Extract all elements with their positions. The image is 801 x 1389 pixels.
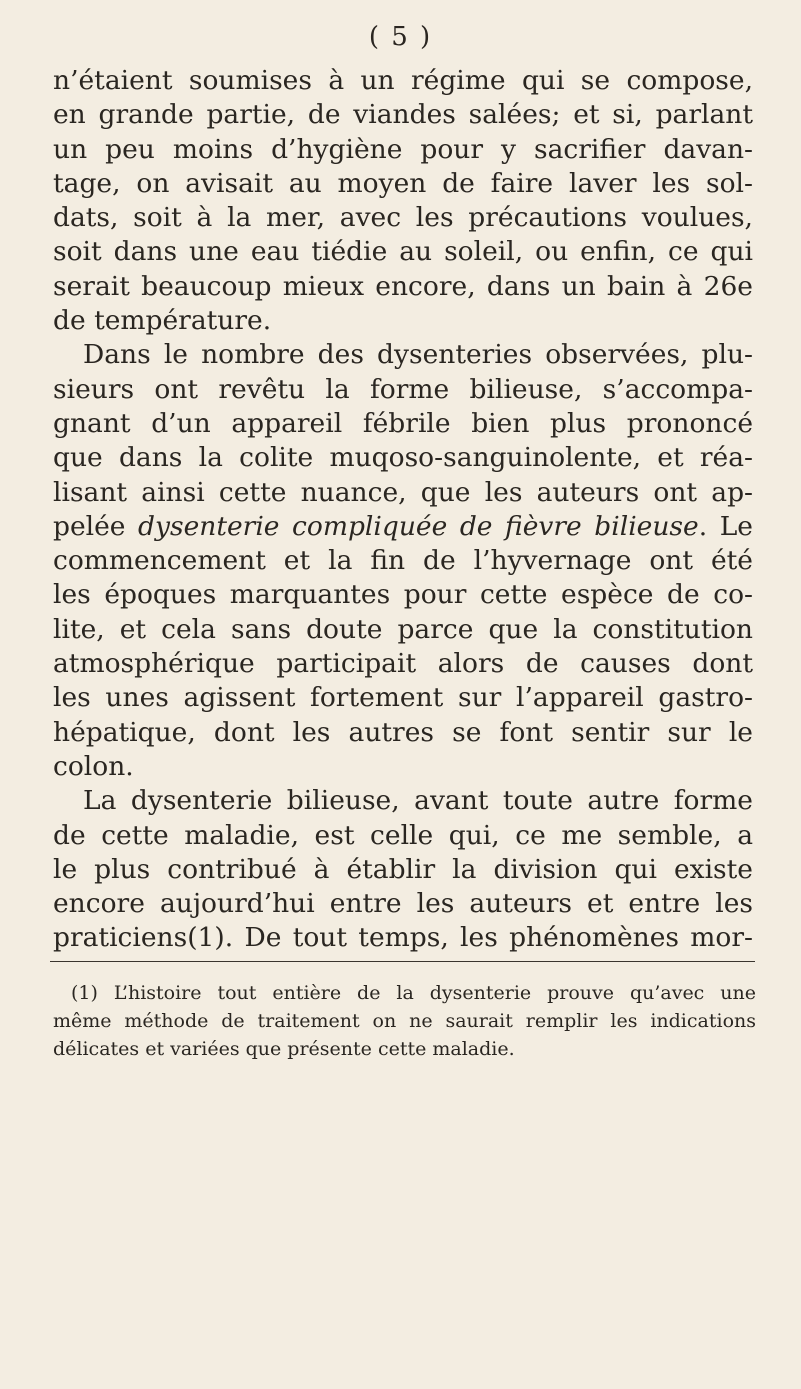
text-line: serait beaucoup mieux encore, dans un bain à 26e [53, 270, 753, 302]
text-segment: . Le [698, 510, 753, 542]
text-line: que dans la colite muqoso-sanguinolente, et réa- [53, 442, 753, 474]
footnote-line: délicates et variées que présente cette maladie. [53, 1038, 515, 1060]
footnote-divider [50, 961, 755, 962]
paragraph-3 [53, 784, 753, 955]
footnote [53, 979, 756, 1063]
text-line: sieurs ont revêtu la forme bilieuse, s’accompa- [53, 373, 753, 405]
text-line: lite, et cela sans doute parce que la constitution [53, 613, 753, 645]
text-line-with-italic [53, 510, 753, 544]
text-line: de cette maladie, est celle qui, ce me semble, a [53, 819, 753, 851]
text-line: les époques marquantes pour cette espèce de co- [53, 579, 753, 611]
footnote-line: (1) L’histoire tout entière de la dysenterie prouve qu’avec une [71, 982, 756, 1004]
text-line: lisant ainsi cette nuance, que les auteurs ont ap- [53, 476, 753, 508]
paragraph-2 [53, 338, 753, 784]
text-line: en grande partie, de viandes salées; et si, parlant [53, 99, 753, 131]
text-line: dats, soit à la mer, avec les précautions voulues, [53, 202, 753, 234]
text-line: tage, on avisait au moyen de faire laver les sol- [53, 167, 753, 199]
text-line: gnant d’un appareil fébrile bien plus prononcé [53, 407, 753, 439]
text-line: commencement et la fin de l’hyvernage ont été [53, 545, 753, 577]
text-line: hépatique, dont les autres se font sentir sur le [53, 716, 753, 748]
text-line: encore aujourd’hui entre les auteurs et entre les [53, 888, 753, 920]
text-line: atmosphérique participait alors de causes dont [53, 648, 753, 680]
text-line: La dysenterie bilieuse, avant toute autre forme [83, 785, 753, 817]
text-line: colon. [53, 750, 134, 782]
text-line: de température. [53, 305, 272, 337]
text-line: praticiens(1). De tout temps, les phénomènes mor- [53, 922, 753, 954]
text-line: n’étaient soumises à un régime qui se compose, [53, 65, 753, 96]
text-line: Dans le nombre des dysenteries observées, plu- [83, 339, 753, 371]
text-line: soit dans une eau tiédie au soleil, ou enfin, ce qui [53, 236, 753, 268]
page-number: ( 5 ) [368, 22, 433, 52]
italic-term: dysenterie compliquée de fièvre bilieuse [138, 510, 699, 542]
text-line: le plus contribué à établir la division qui existe [53, 853, 753, 885]
body-text [53, 64, 753, 956]
text-line: un peu moins d’hygiène pour y sacrifier davan- [53, 133, 753, 165]
footnote-line: même méthode de traitement on ne saurait remplir les indications [53, 1010, 756, 1032]
paragraph-1 [53, 64, 753, 338]
text-segment: pelée [53, 510, 139, 542]
text-line: les unes agissent fortement sur l’appareil gastro- [53, 682, 753, 714]
